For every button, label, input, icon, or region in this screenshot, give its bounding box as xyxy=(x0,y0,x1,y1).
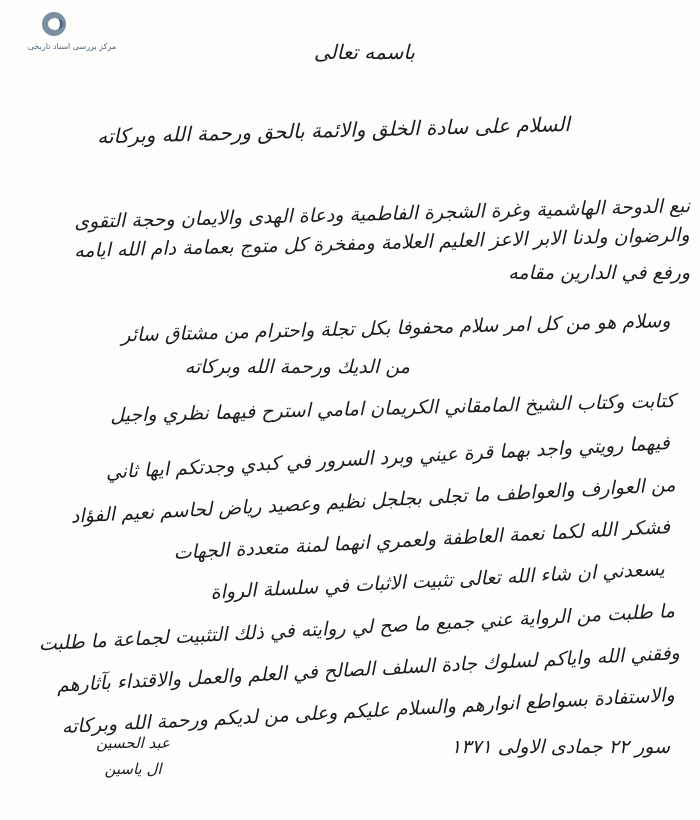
salutation: السلام على سادة الخلق والائمة بالحق ورحمة الله وبركاته xyxy=(96,112,571,149)
invocation: باسمه تعالى xyxy=(313,40,415,64)
letter-line-8: من العوارف والعواطف ما تجلى بجلجل نظيم وعصيد رياض لحاسم نعيم الفؤاد xyxy=(69,474,676,528)
signature-line-1: عبد الحسين xyxy=(96,734,170,752)
circular-emblem-icon xyxy=(42,12,66,36)
letter-line-4: وسلام هو من كل امر سلام محفوفا بكل تجلة واحترام من مشتاق سائر xyxy=(120,310,671,347)
letter-line-2: والرضوان ولدنا الابر الاعز العليم العلامة ومفخرة كل متوج بعمامة دام الله ايامه xyxy=(74,224,691,263)
signature-line-2: ال ياسين xyxy=(104,760,162,778)
letter-line-12: وفقني الله واياكم لسلوك جادة السلف الصالح في العلم والعمل والاقتداء بآثارهم xyxy=(56,642,681,697)
archive-logo xyxy=(12,8,132,58)
letter-line-7: فيهما رويتي واجد بهما قرة عيني وبرد السرور في كبدي وجدتكم ايها ثاني xyxy=(105,432,671,484)
letter-line-11: ما طلبت من الرواية عني جميع ما صح لي روايته في ذلك التثبيت لجماعة ما طلبت xyxy=(38,600,676,656)
letter-line-9: فشكر الله لكما نعمة العاطفة ولعمري انهما لمنة متعددة الجهات xyxy=(173,516,671,564)
letter-date: سور ٢٢ جمادى الاولى ١٣٧١ xyxy=(450,736,670,758)
letter-line-6: كتابت وكتاب الشيخ المامقاني الكريمان امامي استرح فيهما نظري واجيل xyxy=(109,390,676,427)
letter-line-3: ورفع في الدارين مقامه xyxy=(508,262,690,284)
letter-line-1: نبع الدوحة الهاشمية وغرة الشجرة الفاطمية ودعاة الهدى والايمان وحجة التقوى xyxy=(73,195,691,234)
signature xyxy=(88,728,178,792)
logo-text: مرکز بررسی اسناد تاریخی xyxy=(27,42,117,51)
letter-line-10: يسعدني ان شاء الله تعالى تثبيت الاثبات في سلسلة الرواة xyxy=(210,558,666,604)
letter-line-5: من الديك ورحمة الله وبركاته xyxy=(184,356,410,378)
letter-line-13: والاستفادة بسواطع انوارهم والسلام عليكم وعلى من لديكم ورحمة الله وبركاته xyxy=(61,684,676,739)
